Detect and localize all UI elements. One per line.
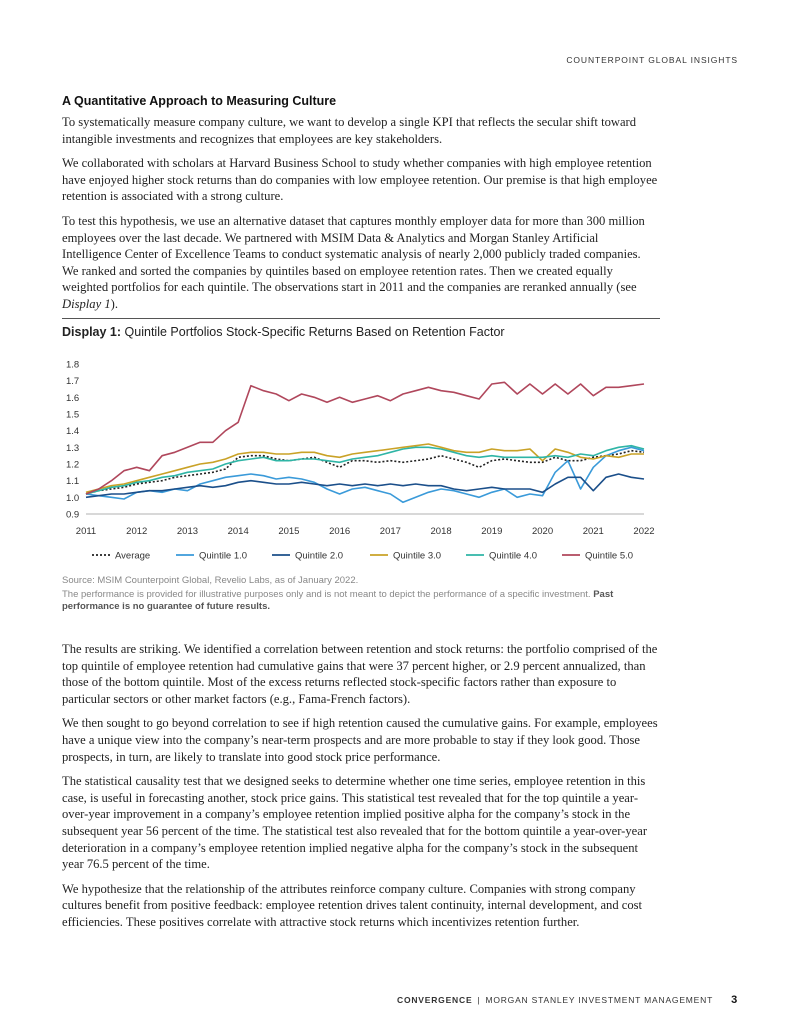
y-tick-label-4: 1.3 [66,442,80,454]
source-line: Source: MSIM Counterpoint Global, Revelio Labs, as of January 2022. [62,575,359,586]
intro-paragraph-3-text: To test this hypothesis, we use an alternative dataset that captures monthly employer data for more than 300 million employees over the last decade. We partnered with MSIM Data & Analytics and Morgan Stanley Artificial Intelligence Center of Excellence Teams to conduct systematic analysis of nearly 2,000 publicly traded companies. We ranked and sorted the companies by quintiles based on employee retention rates. Then we created equally weighted portfolios for each quintile. The observations start in 2011 and the companies are reranked annually (see [62,213,645,295]
display-label: Display 1: [62,325,122,339]
x-tick-label-1: 2012 [126,526,148,537]
display-title-text: Quintile Portfolios Stock-Specific Returns Based on Retention Factor [124,325,505,339]
display-title [62,325,505,339]
x-tick-label-2: 2013 [176,526,199,537]
x-tick-label-4: 2015 [278,526,300,537]
y-tick-label-0: 0.9 [66,509,80,521]
body-text [62,641,660,939]
y-tick-label-3: 1.2 [66,459,80,471]
x-tick-label-8: 2019 [481,526,503,537]
source-notes [62,575,662,615]
y-tick-label-6: 1.5 [66,409,80,421]
y-tick-label-8: 1.7 [66,376,80,388]
page-number: 3 [731,994,738,1006]
display-reference: Display 1 [62,296,111,311]
display-divider [62,318,660,319]
legend-label-quintile-4-0: Quintile 4.0 [489,550,538,562]
disclaimer-line [62,589,662,613]
section-title: A Quantitative Approach to Measuring Culture [62,94,337,108]
footer-org: MORGAN STANLEY INVESTMENT MANAGEMENT [485,995,714,1005]
legend-label-average: Average [115,550,151,562]
x-tick-label-7: 2018 [430,526,452,537]
page-footer [397,994,738,1006]
retention-line-chart [58,352,658,567]
intro-paragraph-2: We collaborated with scholars at Harvard Business School to study whether companies with high employee retention have enjoyed higher stock returns than do companies with low employee retention. Our premise is that high employee retention is associated with a strong culture. [62,156,658,204]
y-tick-label-5: 1.4 [66,426,80,438]
x-tick-label-5: 2016 [329,526,351,537]
disclaimer-text: The performance is provided for illustrative purposes only and is not meant to depict the performance of a specific investment. [62,589,591,600]
x-tick-label-11: 2022 [633,526,655,537]
intro-text [62,114,660,321]
intro-paragraph-3-end: ). [110,296,118,311]
x-tick-label-10: 2021 [582,526,604,537]
body-paragraph-2: We then sought to go beyond correlation to see if high retention caused the cumulative gains. For example, employees have a unique view into the company’s near-term prospects and are more probable to stay if they look good. Those prospects, in turn, are likely to translate into good stock price performance. [62,716,658,764]
x-tick-label-0: 2011 [75,526,97,537]
legend-label-quintile-5-0: Quintile 5.0 [585,550,634,562]
x-tick-label-6: 2017 [379,526,401,537]
x-tick-label-9: 2020 [531,526,554,537]
footer-brand: CONVERGENCE [397,995,473,1005]
x-tick-label-3: 2014 [227,526,249,537]
y-tick-label-2: 1.1 [66,476,80,488]
y-tick-label-9: 1.8 [66,359,80,371]
y-tick-label-1: 1.0 [66,492,80,504]
disclaimer-bold: Past performance is no guarantee of future results. [62,589,614,612]
running-header: COUNTERPOINT GLOBAL INSIGHTS [566,55,738,65]
intro-paragraph-3 [62,213,660,313]
intro-paragraph-1: To systematically measure company culture, we want to develop a single KPI that reflects the secular shift toward intangible investments and recognizes that employees are key stakeholders. [62,115,637,146]
series-line-quintile-5-0 [86,382,644,494]
body-paragraph-4: We hypothesize that the relationship of the attributes reinforce company culture. Companies with strong company cultures benefit from positive feedback: employee retention drives talent continuity, internal development, and cost efficiencies. These positives correlate with attractive stock returns which incentivizes retention further. [62,881,643,929]
legend-label-quintile-3-0: Quintile 3.0 [393,550,442,562]
series-line-quintile-2-0 [86,474,644,497]
body-paragraph-3: The statistical causality test that we designed seeks to determine whether one time series, employee retention in this case, is useful in forecasting another, stock price gains. This statistical test revealed that for the top quintile a year-over-year improvement in a company’s employee retention implied positive alpha for the company’s stock in the subsequent year 56 percent of the time. The statistical test also revealed that for the bottom quintile a year-over-year deterioration in a company’s employee retention implied negative alpha for the company’s stock in the subsequent year 76.5 percent of the time. [62,774,648,872]
legend-label-quintile-1-0: Quintile 1.0 [199,550,248,562]
y-tick-label-7: 1.6 [66,392,80,404]
footer-separator: | [477,995,481,1005]
legend-label-quintile-2-0: Quintile 2.0 [295,550,344,562]
body-paragraph-1: The results are striking. We identified a correlation between retention and stock returns: the portfolio comprised of the top quintile of employee retention had cumulative gains that were 37 percent higher, or 2.9 percent annualized, than those of the bottom quintile. Most of the excess returns reflected stock-specific factors rather than exposure to particular sectors or other market factors (e.g., Fama-French factors). [62,642,658,706]
